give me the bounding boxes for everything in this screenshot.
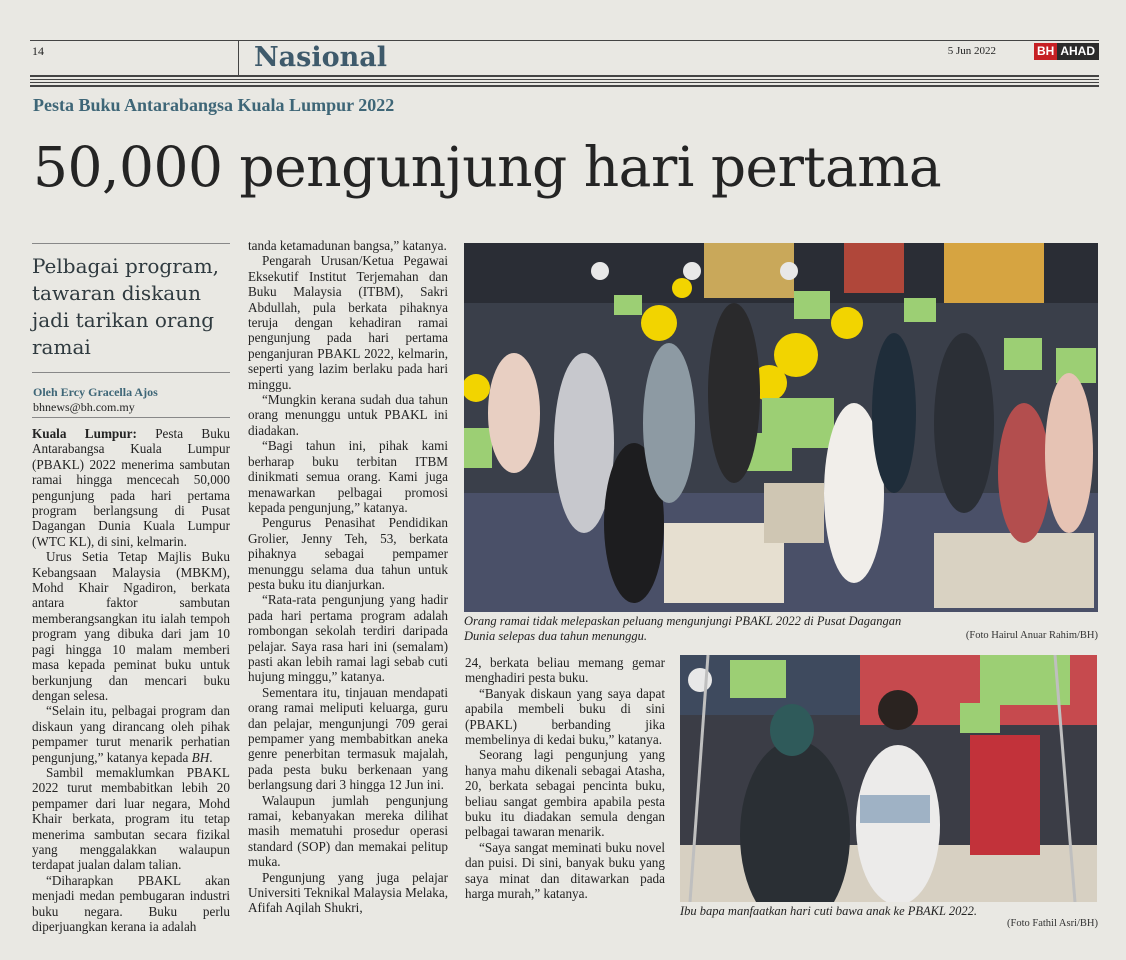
byline-email: bhnews@bh.com.my [33,400,135,414]
paper-logo [1034,43,1099,60]
section-title: Nasional [254,42,388,73]
paragraph: Pengurus Penasihat Pendidikan Grolier, Jenny Teh, 53, berkata pihaknya sebagai pempamer menunggu selama dua tahun untuk pesta buku itu dianjurkan. [248,515,448,592]
header-rule-3 [30,82,1099,83]
header-rule-2 [30,79,1099,80]
main-photo-credit: (Foto Hairul Anuar Rahim/BH) [965,630,1098,641]
standfirst-top-rule [32,243,230,244]
kicker: Pesta Buku Antarabangsa Kuala Lumpur 2022 [33,95,395,115]
header-rule-4 [30,85,1099,87]
secondary-photo-caption: Ibu bapa manfaatkan hari cuti bawa anak ke PBAKL 2022. [680,904,977,918]
article-column-3 [465,655,665,902]
paragraph: Sementara itu, tinjauan mendapati orang ramai meliputi keluarga, guru dan pelajar, mengunjungi 709 gerai pempamer yang membabitkan aneka genre penerbitan termasuk majalah, pada pesta buku berkenaan yang berlangsung dari 3 hingga 12 Jun ini. [248,684,448,793]
logo-ahad: AHAD [1057,43,1099,60]
secondary-photo [680,655,1097,902]
header-top-rule [30,40,1099,41]
byline: Oleh Ercy Gracella Ajos [33,385,158,399]
book-fair-crowd-image [464,243,1098,612]
paragraph: “Rata-rata pengunjung yang hadir pada hari pertama program adalah rombongan sekolah terdiri daripada pelajar. Saya rasa hari ini (semalam) pasti akan lebih ramai lagi sebab cuti hujung minggu,” katanya. [248,592,448,685]
paragraph: “Bagi tahun ini, pihak kami berharap buku terbitan ITBM dinikmati semua orang. Kami juga menawarkan pelbagai promosi kepada pengunjung,” katanya. [248,438,448,515]
paragraph: Seorang lagi pengunjung yang hanya mahu dikenali sebagai Atasha, 20, berkata sebagai pencinta buku, beliau sangat gembira apabila pesta buku itu diadakan semula dengan pelbagai tawaran menarik. [465,747,665,840]
page-number: 14 [32,44,44,58]
paragraph: “Banyak diskaun yang saya dapat apabila membeli buku di sini (PBAKL) berbanding jika membelinya di kedai buku,” katanya. [465,685,665,748]
secondary-photo-credit: (Foto Fathil Asri/BH) [1006,918,1098,929]
paragraph: Walaupun jumlah pengunjung ramai, kebanyakan mereka dilihat masih mematuhi prosedur operasi standard (SOP) dan memakai pelitup muka. [248,792,448,870]
standfirst: Pelbagai program, tawaran diskaun jadi tarikan orang ramai [32,254,220,359]
logo-bh: BH [1034,43,1057,60]
article-column-2 [248,238,448,916]
dateline: Kuala Lumpur: [32,426,137,441]
article-column-1 [32,426,230,934]
paragraph: Kuala Lumpur: Pesta Buku Antarabangsa Kuala Lumpur (PBAKL) 2022 menerima sambutan ramai hingga mencecah 50,000 pengunjung pada hari pertama program berlangsung di Pusat Dagangan Dunia Kuala Lumpur (WTC KL), di sini, kelmarin. [32,426,230,549]
header-divider [238,41,239,75]
standfirst-bottom-rule [32,372,230,373]
mother-and-child-image [680,655,1097,902]
paragraph: Urus Setia Tetap Majlis Buku Kebangsaan Malaysia (MBKM), Mohd Khair Ngadiron, berkata antara faktor sambutan memberangsangkan itu ialah tempoh program yang dibuka dari jam 10 pagi hingga 10 malam memberi masa kepada peminat buku untuk berkunjung dan mencari buku dengan selesa. [32,549,230,703]
issue-date: 5 Jun 2022 [947,45,996,57]
paragraph: “Selain itu, pelbagai program dan diskaun yang dirancang oleh pihak pempamer turut menarik perhatian pengunjung,” katanya kepada BH. [32,703,230,765]
paragraph: 24, berkata beliau memang gemar menghadiri pesta buku. [465,655,665,686]
byline-rule [32,417,230,418]
paragraph: “Saya sangat meminati buku novel dan puisi. Di sini, banyak buku yang saya minat dan ditawarkan pada harga murah,” katanya. [465,839,665,902]
paragraph: “Diharapkan PBAKL akan menjadi medan pembugaran industri buku negara. Buku perlu diperjuangkan kerana ia adalah [32,872,230,934]
main-photo [464,243,1098,612]
headline: 50,000 pengunjung hari pertama [33,135,942,199]
paragraph: Pengarah Urusan/Ketua Pegawai Eksekutif Institut Terjemahan dan Buku Malaysia (ITBM), Sakri Abdullah, pula berkata pihaknya teruja dengan kehadiran ramai pengunjung pada hari pertama penganjuran PBAKL 2022, kelmarin, seperti yang lazim berlaku pada hari minggu. [248,253,448,392]
main-photo-caption: Orang ramai tidak melepaskan peluang mengunjungi PBAKL 2022 di Pusat Dagangan Dunia selepas dua tahun menunggu. [464,614,902,643]
paragraph: Sambil memaklumkan PBAKL 2022 turut membabitkan lebih 20 pempamer dari luar negara, Mohd Khair berkata, program itu tetap menerima sambutan secara fizikal yang menggalakkan walaupun terdapat jualan dalam talian. [32,764,230,873]
paragraph: “Mungkin kerana sudah dua tahun orang menunggu untuk PBAKL ini diadakan. [248,392,448,438]
paragraph: Pengunjung yang juga pelajar Universiti Teknikal Malaysia Melaka, Afifah Aqilah Shukri, [248,869,448,916]
header-rule-1 [30,75,1099,77]
paragraph: tanda ketamadunan bangsa,” katanya. [248,238,447,253]
